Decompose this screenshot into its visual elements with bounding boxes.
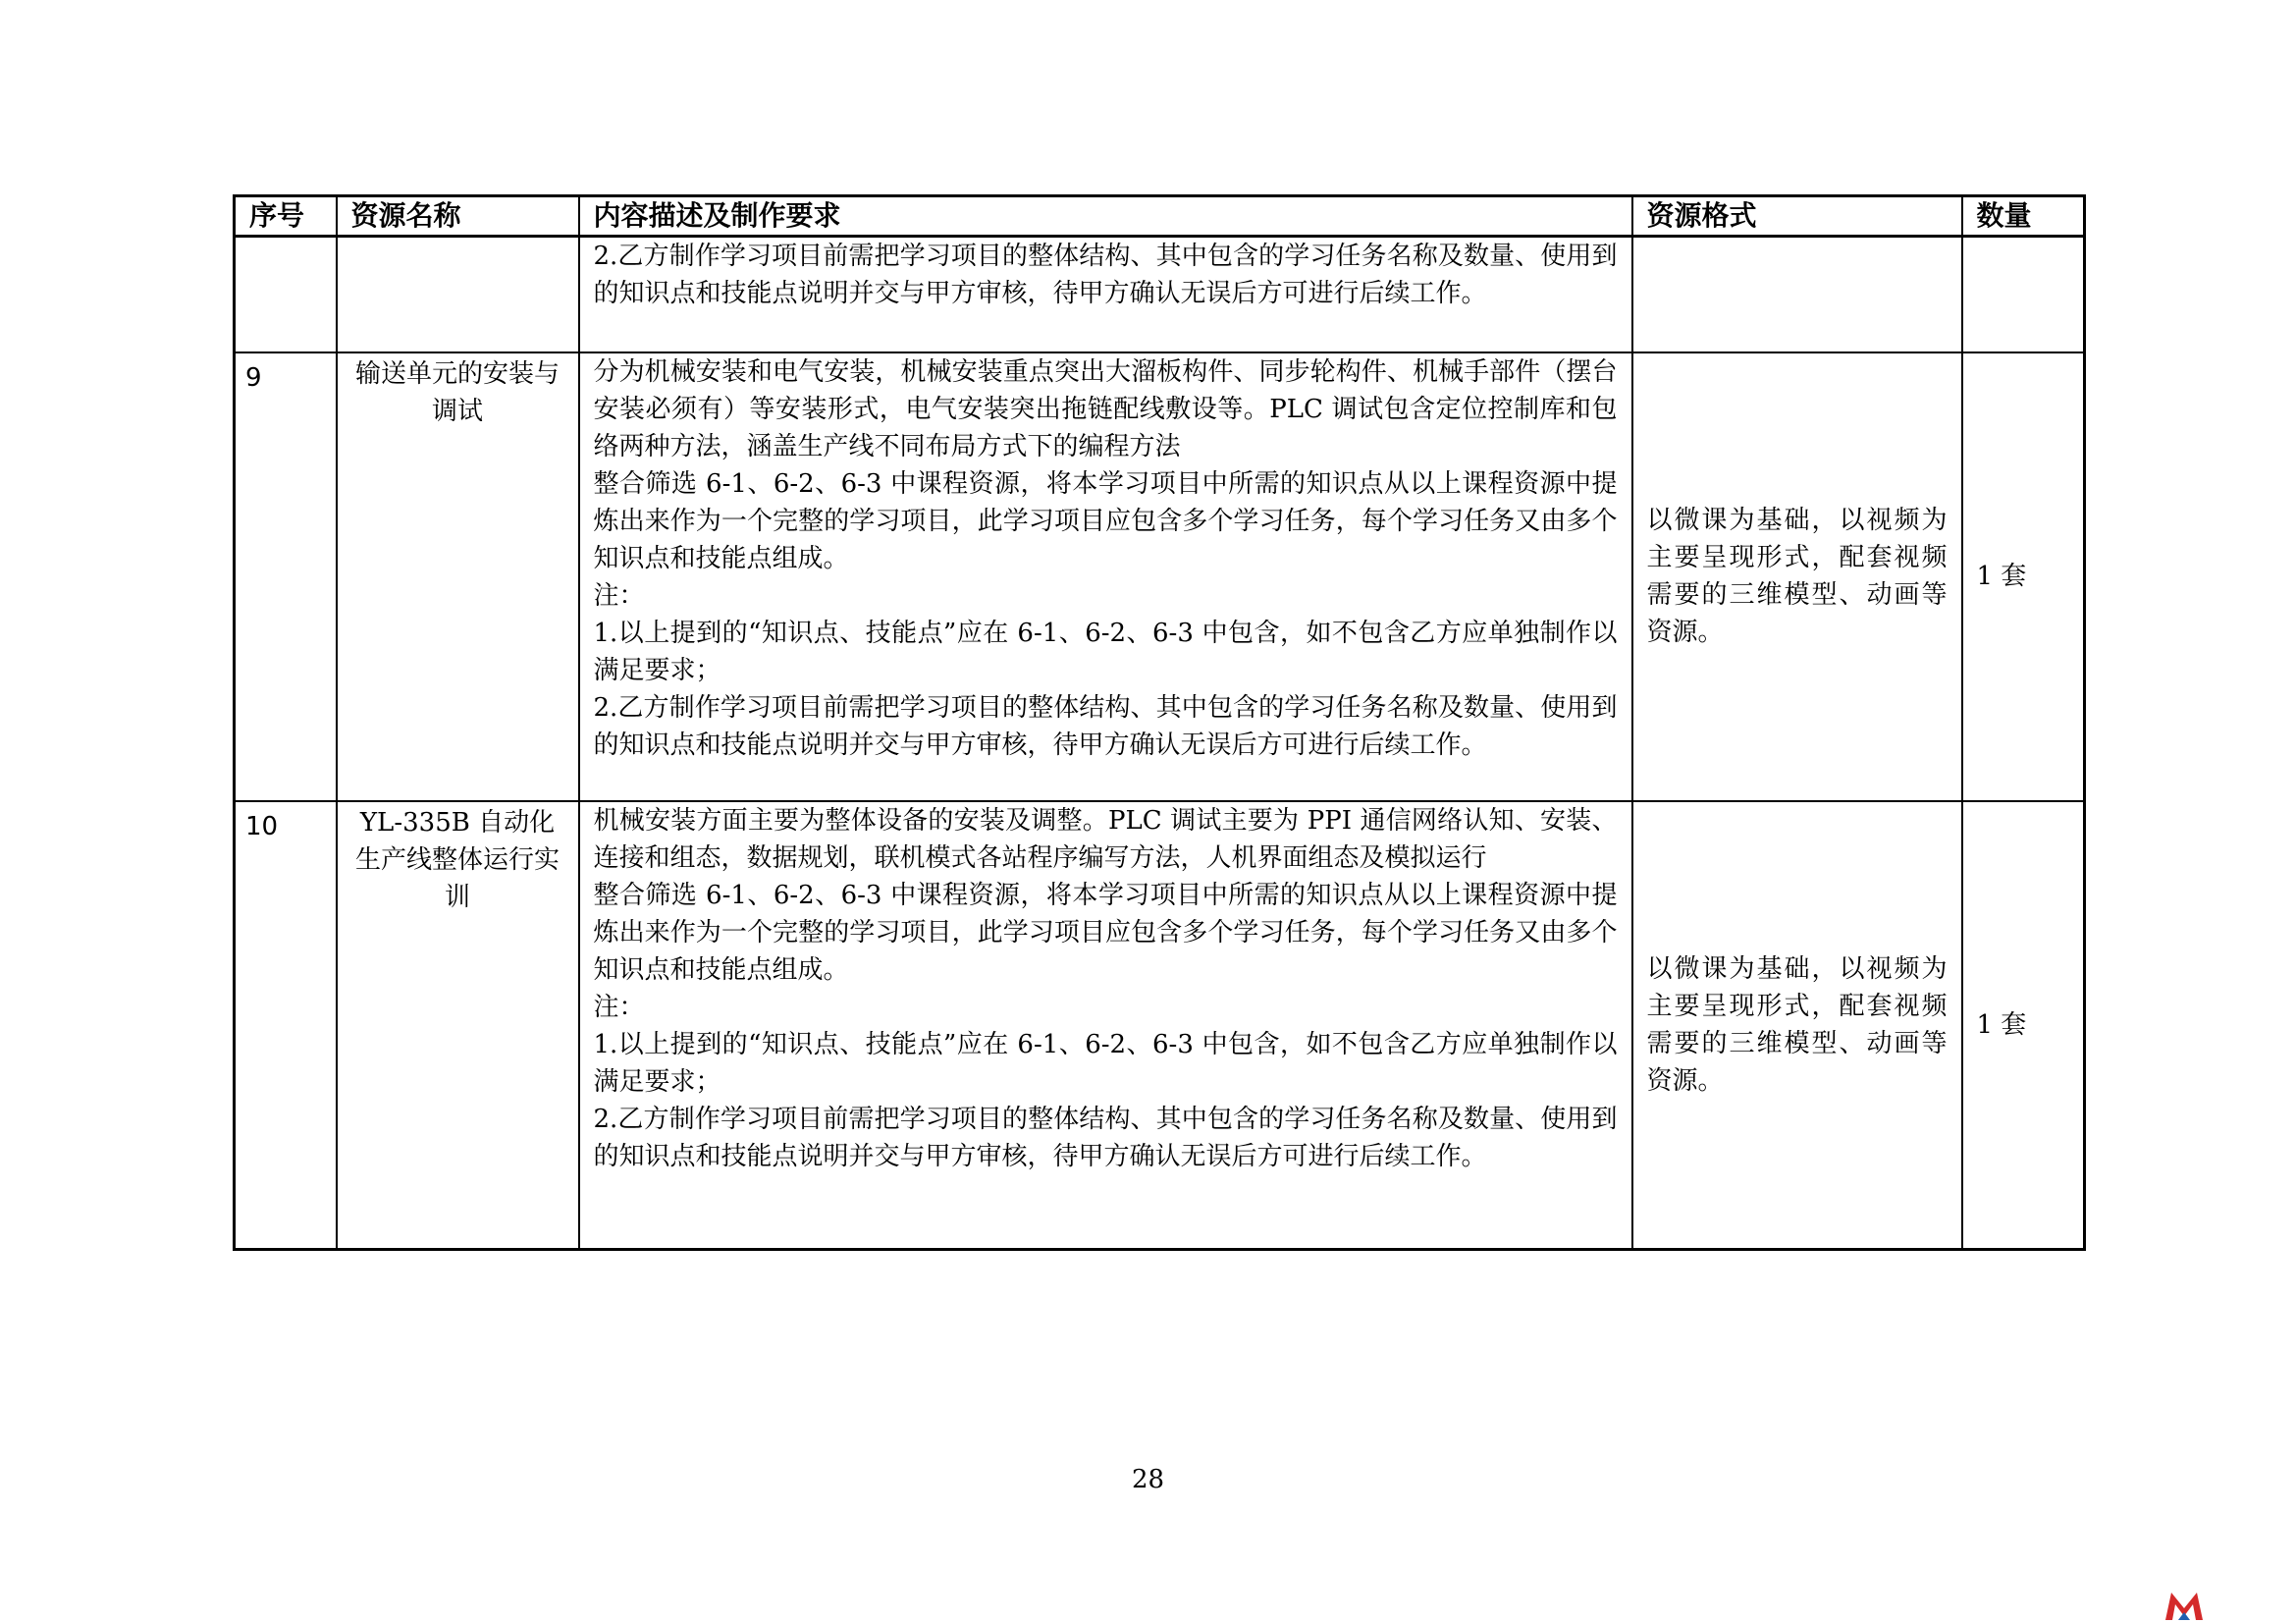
- description-paragraph: 机械安装方面主要为整体设备的安装及调整。PLC 调试主要为 PPI 通信网络认知、安装、连接和组态，数据规划，联机模式各站程序编写方法，人机界面组态及模拟运行: [593, 805, 1618, 873]
- row-quantity: [1962, 237, 2085, 352]
- description-paragraph: 2.乙方制作学习项目前需把学习项目的整体结构、其中包含的学习任务名称及数量、使用到的知识点和技能点说明并交与甲方审核，待甲方确认无误后方可进行后续工作。: [593, 692, 1618, 760]
- row-format: 以微课为基础，以视频为主要呈现形式，配套视频需要的三维模型、动画等资源。: [1632, 801, 1962, 1250]
- table-header-row: [235, 196, 2085, 237]
- description-note-label: 注：: [593, 580, 645, 611]
- table-row-continuation: [235, 237, 2085, 352]
- description-paragraph: 1.以上提到的“知识点、技能点”应在 6-1、6-2、6-3 中包含，如不包含乙方应单独制作以满足要求；: [593, 1029, 1618, 1097]
- logo-icon: [2163, 1589, 2205, 1622]
- description-paragraph: 整合筛选 6-1、6-2、6-3 中课程资源，将本学习项目中所需的知识点从以上课程资源中提炼出来作为一个完整的学习项目，此学习项目应包含多个学习任务，每个学习任务又由多个知识点和技能点组成。: [593, 880, 1618, 985]
- row-number: 10: [235, 801, 337, 1250]
- description-paragraph: 2.乙方制作学习项目前需把学习项目的整体结构、其中包含的学习任务名称及数量、使用到的知识点和技能点说明并交与甲方审核，待甲方确认无误后方可进行后续工作。: [593, 1104, 1618, 1171]
- row-description: [579, 237, 1632, 352]
- resource-table: [233, 194, 2086, 1251]
- header-format: 资源格式: [1632, 196, 1962, 237]
- description-paragraph: 1.以上提到的“知识点、技能点”应在 6-1、6-2、6-3 中包含，如不包含乙方应单独制作以满足要求；: [593, 618, 1618, 685]
- row-name: 输送单元的安装与调试: [337, 352, 579, 801]
- header-description: 内容描述及制作要求: [579, 196, 1632, 237]
- row-number: [235, 237, 337, 352]
- row-quantity: 1 套: [1962, 352, 2085, 801]
- row-format: 以微课为基础，以视频为主要呈现形式，配套视频需要的三维模型、动画等资源。: [1632, 352, 1962, 801]
- row-description: [579, 352, 1632, 801]
- row-format: [1632, 237, 1962, 352]
- description-paragraph: 分为机械安装和电气安装，机械安装重点突出大溜板构件、同步轮构件、机械手部件（摆台安装必须有）等安装形式，电气安装突出拖链配线敷设等。PLC 调试包含定位控制库和包络两种方法，涵盖生产线不同布局方式下的编程方法: [593, 356, 1618, 461]
- row-description: [579, 801, 1632, 1250]
- description-note-label: 注：: [593, 992, 645, 1022]
- row-number: 9: [235, 352, 337, 801]
- table-row: [235, 352, 2085, 801]
- description-paragraph: 整合筛选 6-1、6-2、6-3 中课程资源，将本学习项目中所需的知识点从以上课程资源中提炼出来作为一个完整的学习项目，此学习项目应包含多个学习任务，每个学习任务又由多个知识点和技能点组成。: [593, 468, 1618, 573]
- table-row: [235, 801, 2085, 1250]
- row-quantity: 1 套: [1962, 801, 2085, 1250]
- description-paragraph: 2.乙方制作学习项目前需把学习项目的整体结构、其中包含的学习任务名称及数量、使用到的知识点和技能点说明并交与甲方审核，待甲方确认无误后方可进行后续工作。: [593, 242, 1618, 308]
- row-name: [337, 237, 579, 352]
- header-number: 序号: [235, 196, 337, 237]
- page-number: 28: [1131, 1465, 1165, 1494]
- header-quantity: 数量: [1962, 196, 2085, 237]
- row-name: YL-335B 自动化生产线整体运行实训: [337, 801, 579, 1250]
- header-name: 资源名称: [337, 196, 579, 237]
